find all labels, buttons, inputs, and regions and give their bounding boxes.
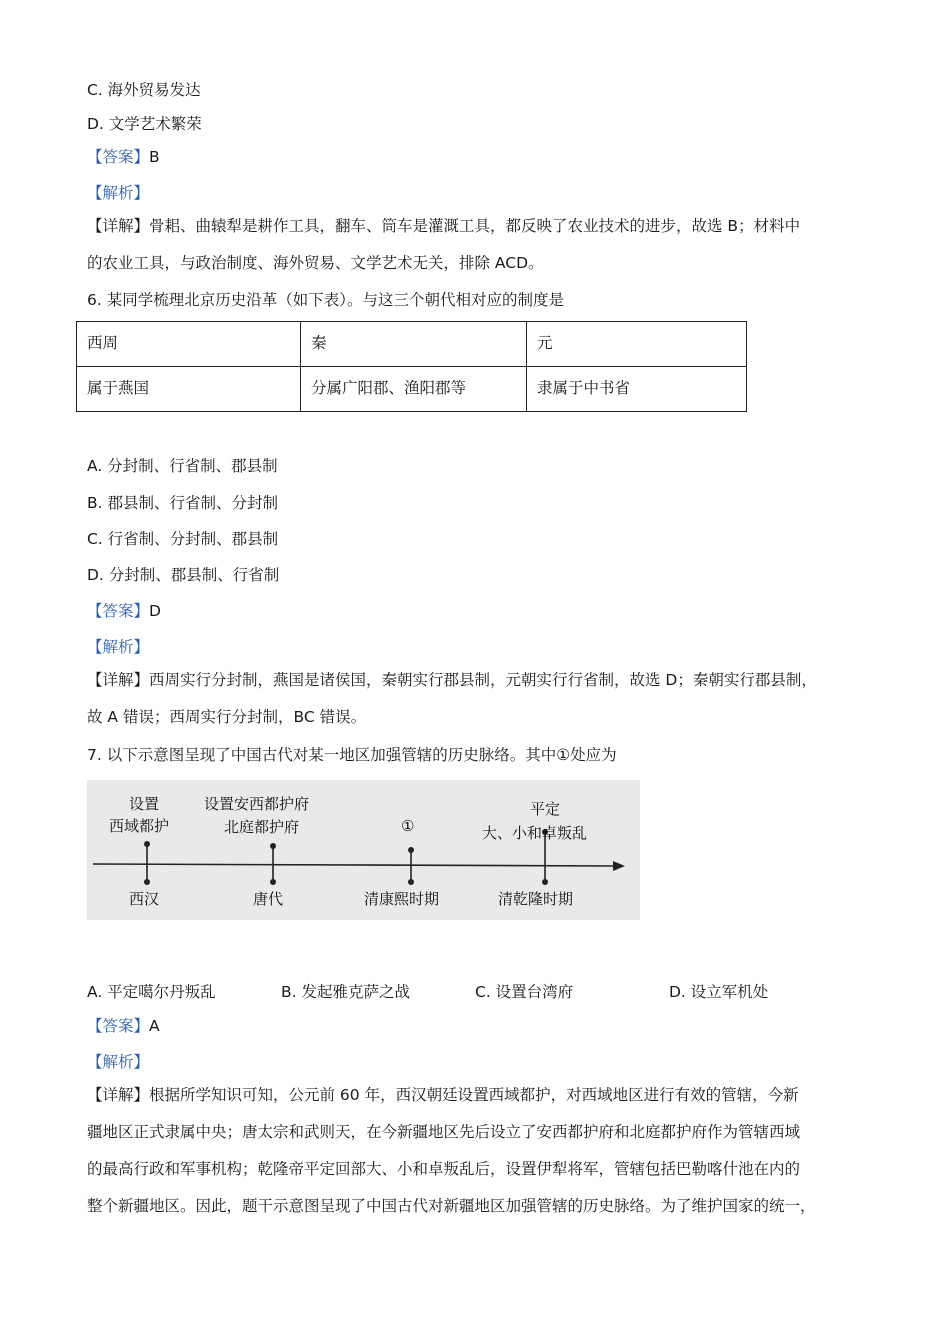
q5-detail-line: 的农业工具，与政治制度、海外贸易、文学艺术无关，排除 ACD。 (87, 254, 544, 272)
timeline-bottom-label: 西汉 (129, 890, 160, 908)
timeline-bottom-label: 唐代 (253, 890, 284, 908)
q6-analysis-tag: 【解析】 (87, 638, 150, 656)
answer-tag: 【答案】 (87, 1017, 150, 1035)
q7-stem: 7. 以下示意图呈现了中国古代对某一地区加强管辖的历史脉络。其中①处应为 (87, 746, 617, 764)
q7-analysis-tag: 【解析】 (87, 1053, 150, 1071)
table-cell: 元 (527, 322, 747, 367)
q7-timeline-diagram (87, 780, 640, 920)
q6-detail (87, 662, 877, 736)
q6-option-c: C. 行省制、分封制、郡县制 (87, 530, 279, 548)
q7-detail (87, 1077, 877, 1225)
q7-detail-line: 疆地区正式隶属中央；唐太宗和武则天，在今新疆地区先后设立了安西都护府和北庭都护府作为管辖西域 (87, 1123, 801, 1141)
q5-answer (87, 147, 160, 167)
q5-detail (87, 208, 877, 282)
timeline-dot (408, 847, 414, 853)
timeline-top-label: 北庭都护府 (224, 818, 300, 836)
timeline-dot (144, 841, 150, 847)
q7-detail-line: 整个新疆地区。因此，题干示意图呈现了中国古代对新疆地区加强管辖的历史脉络。为了维护国家的统一， (87, 1197, 816, 1215)
timeline-top-label: 西域都护 (109, 817, 170, 835)
q7-option-a: A. 平定噶尔丹叛乱 (87, 983, 216, 1001)
q5-option-c: C. 海外贸易发达 (87, 81, 201, 99)
timeline-dot (542, 879, 548, 885)
timeline-top-label: 设置安西都护府 (204, 795, 310, 813)
q7-options (87, 980, 887, 1002)
q7-option-d: D. 设立军机处 (669, 983, 769, 1001)
q6-stem: 6. 某同学梳理北京历史沿革（如下表）。与这三个朝代相对应的制度是 (87, 291, 564, 309)
timeline-dot (270, 879, 276, 885)
q6-detail-line: 【详解】西周实行分封制，燕国是诸侯国，秦朝实行郡县制，元朝实行行省制，故选 D；秦朝实行郡县制， (87, 671, 817, 689)
q6-option-d: D. 分封制、郡县制、行省制 (87, 566, 280, 584)
q6-option-a: A. 分封制、行省制、郡县制 (87, 457, 278, 475)
q5-detail-line: 【详解】骨耜、曲辕犁是耕作工具，翻车、筒车是灌溉工具，都反映了农业技术的进步，故选 B；材料中 (87, 217, 801, 235)
timeline-top-label: ① (401, 817, 415, 835)
timeline-top-label: 设置 (129, 795, 160, 813)
q6-history-table (76, 321, 747, 412)
table-cell: 属于燕国 (77, 367, 301, 412)
q6-detail-line: 故 A 错误；西周实行分封制，BC 错误。 (87, 708, 367, 726)
timeline-top-label: 大、小和卓叛乱 (482, 824, 588, 842)
q7-answer (87, 1016, 160, 1036)
table-cell: 西周 (77, 322, 301, 367)
answer-value: B (149, 148, 160, 166)
q6-option-b: B. 郡县制、行省制、分封制 (87, 494, 278, 512)
timeline-arrow-icon (613, 861, 625, 871)
timeline-axis (93, 864, 617, 866)
table-cell: 秦 (301, 322, 527, 367)
table-cell: 分属广阳郡、渔阳郡等 (301, 367, 527, 412)
timeline-dot (144, 879, 150, 885)
table-cell: 隶属于中书省 (527, 367, 747, 412)
q7-detail-line: 【详解】根据所学知识可知，公元前 60 年，西汉朝廷设置西域都护，对西域地区进行有效的管辖，今新 (87, 1086, 799, 1104)
table-row (77, 367, 747, 412)
answer-value: D (149, 602, 161, 620)
timeline-dot (270, 843, 276, 849)
q7-option-c: C. 设置台湾府 (475, 983, 574, 1001)
q5-analysis-tag: 【解析】 (87, 184, 150, 202)
answer-tag: 【答案】 (87, 602, 150, 620)
q7-detail-line: 的最高行政和军事机构；乾隆帝平定回部大、小和卓叛乱后，设置伊犁将军，管辖包括巴勒喀什池在内的 (87, 1160, 801, 1178)
table-header-row (77, 322, 747, 367)
timeline-bottom-label: 清康熙时期 (364, 890, 440, 908)
answer-tag: 【答案】 (87, 148, 150, 166)
timeline-dot (408, 879, 414, 885)
q5-option-d: D. 文学艺术繁荣 (87, 115, 202, 133)
timeline-bottom-label: 清乾隆时期 (498, 890, 574, 908)
answer-value: A (149, 1017, 160, 1035)
timeline-top-label: 平定 (530, 800, 561, 818)
q6-answer (87, 601, 161, 621)
q7-option-b: B. 发起雅克萨之战 (281, 983, 410, 1001)
